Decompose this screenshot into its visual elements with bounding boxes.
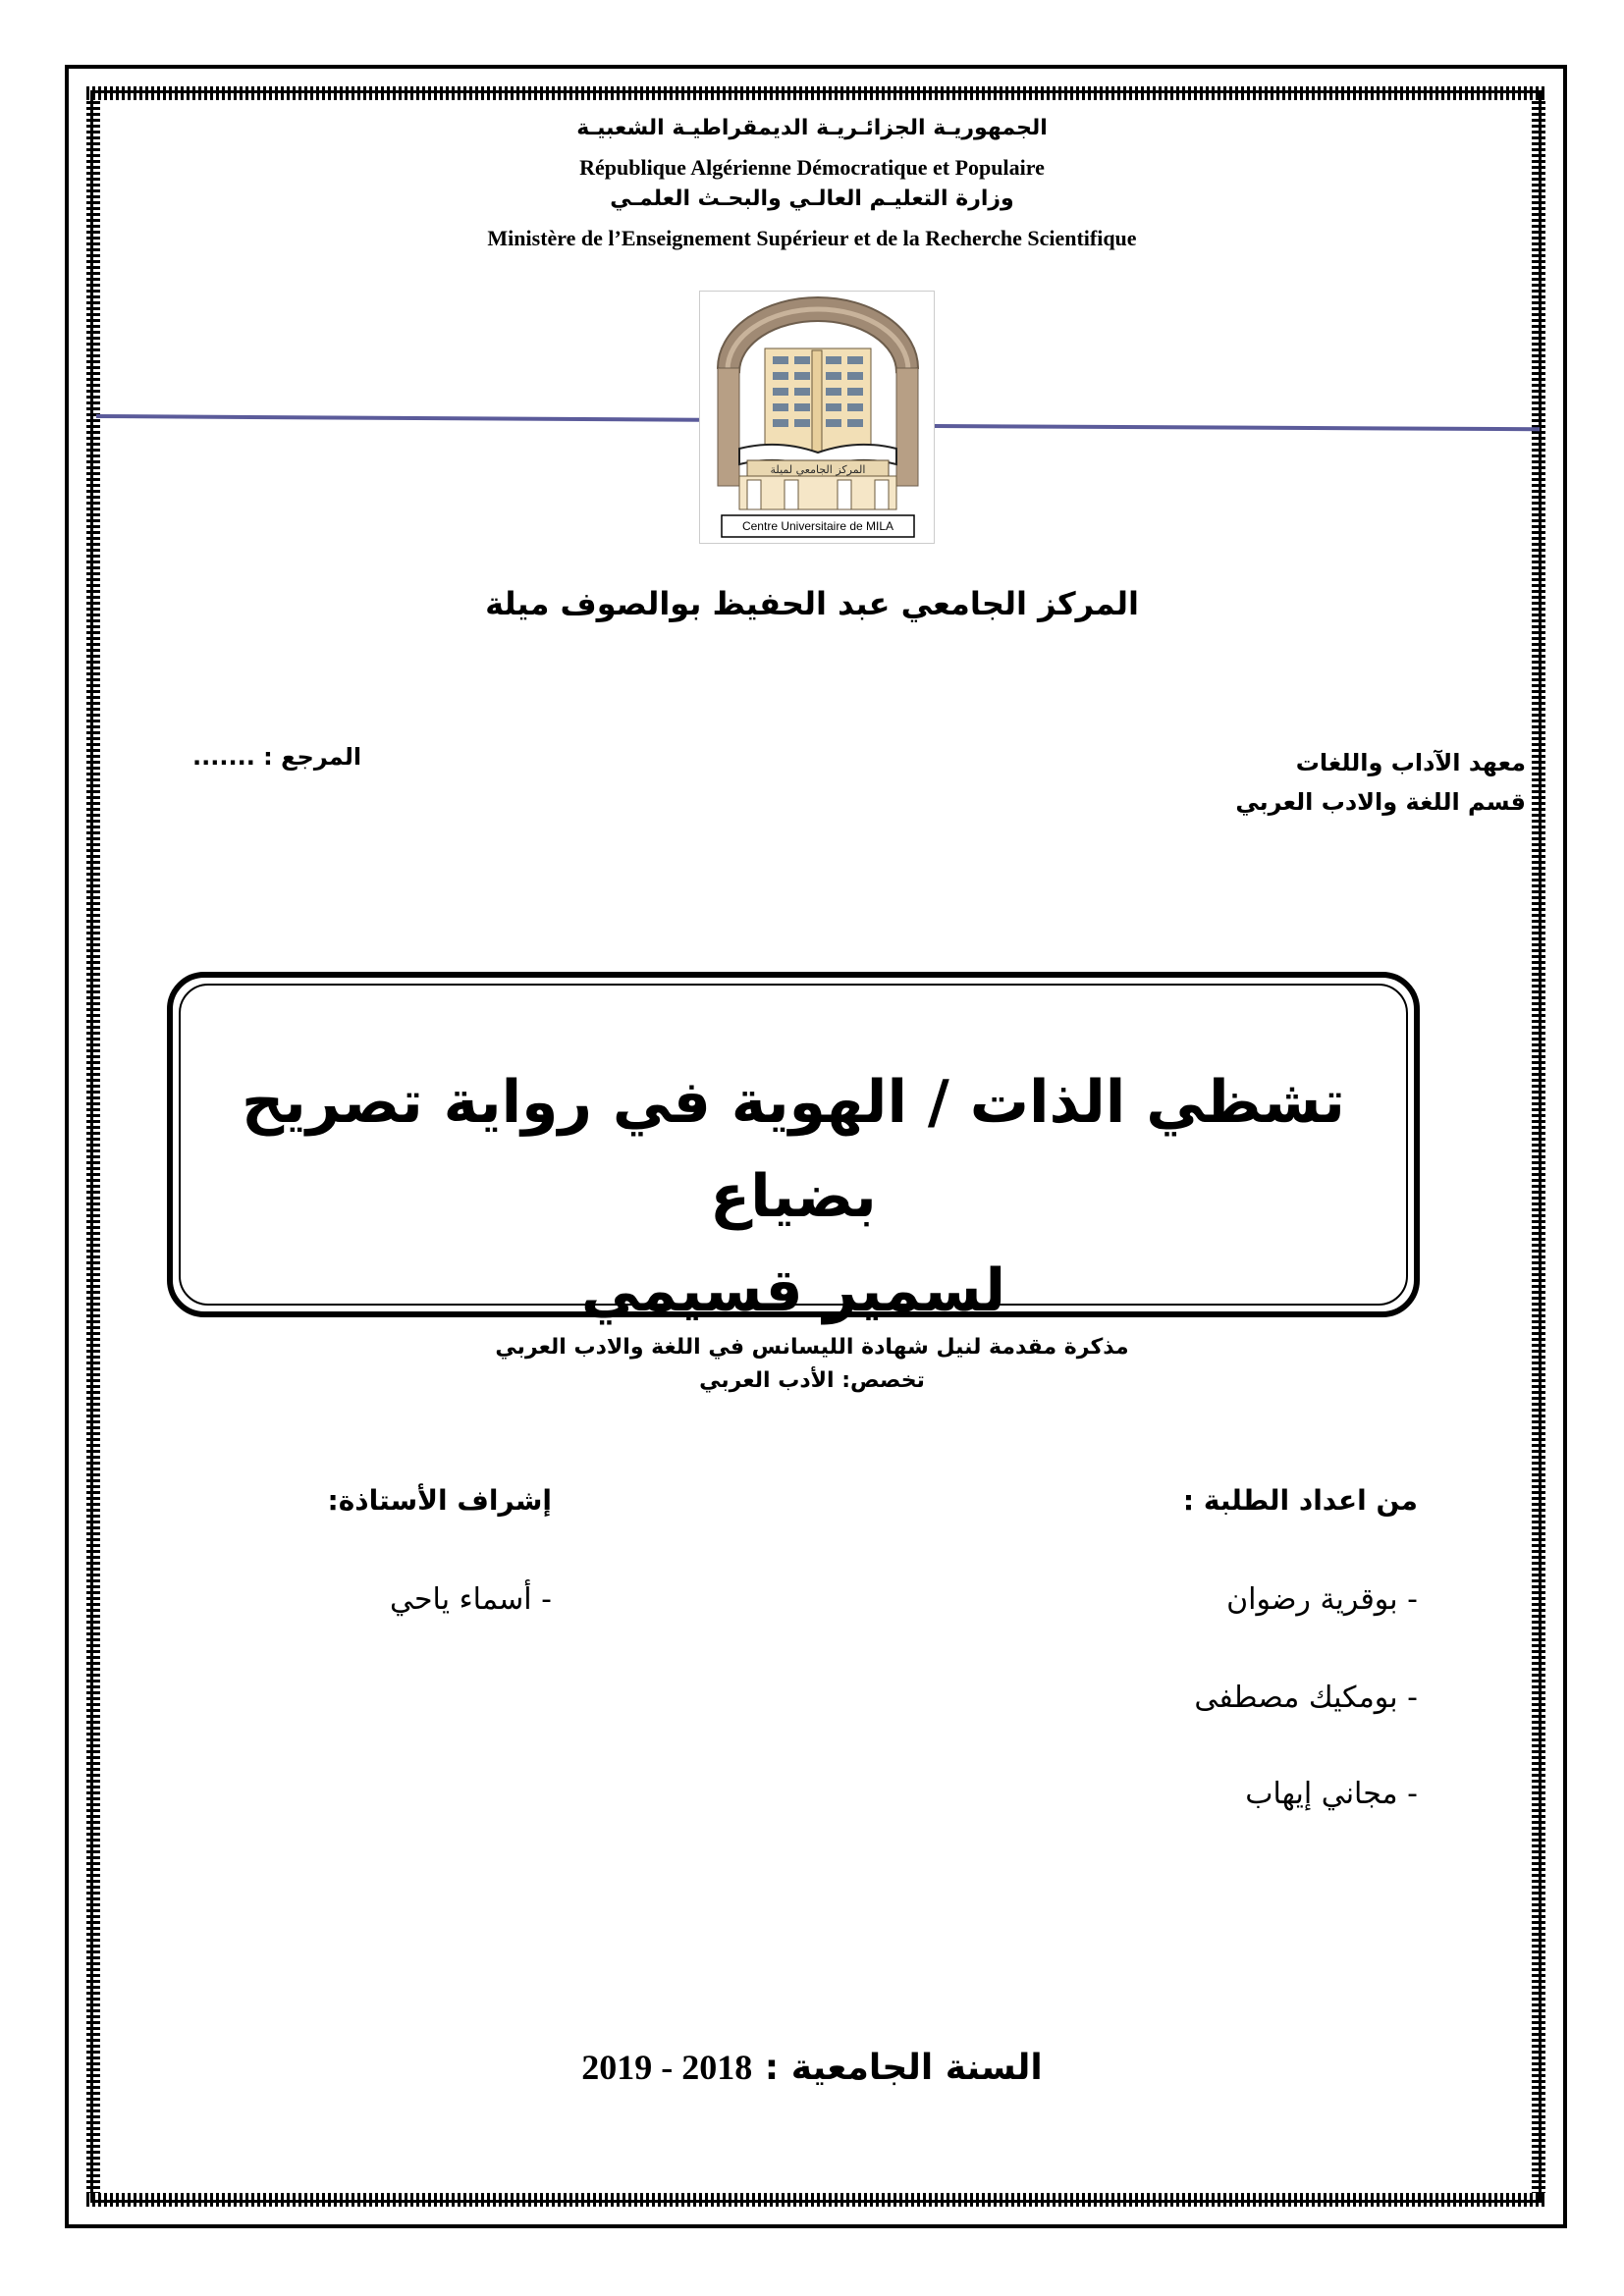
department-name: قسم اللغة والادب العربي [1235, 788, 1526, 816]
academic-year-label: السنة الجامعية : [764, 2048, 1043, 2088]
academic-year [98, 2047, 1526, 2088]
reference-field: المرجع : ....... [192, 743, 362, 771]
logo-caption: Centre Universitaire de MILA [741, 519, 894, 533]
student-name: - بوقرية رضوان [1226, 1582, 1418, 1617]
supervisor-name: - أسماء ياحي [390, 1582, 552, 1617]
institute-name: معهد الآداب واللغات [1295, 749, 1526, 776]
republic-french: République Algérienne Démocratique et Populaire [579, 155, 1045, 180]
thesis-title-line2: لسمير قسيمي [580, 1256, 1006, 1325]
thesis-title [216, 1055, 1371, 1338]
memo-line2: تخصص: الأدب العربي [699, 1368, 925, 1393]
institute-block [1035, 743, 1526, 822]
ministry-arabic: وزارة التعليـم العالـي والبحـث العلمـي [610, 187, 1014, 211]
academic-year-value: 2019 - 2018 [581, 2048, 753, 2087]
university-name: المركز الجامعي عبد الحفيظ بوالصوف ميلة [485, 585, 1139, 622]
university-logo-graphic [700, 292, 936, 545]
memo-line1: مذكرة مقدمة لنيل شهادة الليسانس في اللغة والادب العربي [495, 1335, 1129, 1360]
republic-arabic: الجمهوريـة الجزائـريـة الديمقراطيـة الشعبيـة [576, 116, 1048, 140]
student-name: - بومكيك مصطفى [1194, 1681, 1418, 1715]
supervisor-label: إشراف الأستاذة: [327, 1484, 552, 1517]
logo-inner-text: المركز الجامعي لميلة [770, 463, 866, 476]
ministry-french: Ministère de l’Enseignement Supérieur et de la Recherche Scientifique [487, 226, 1137, 250]
student-name: - مجاني إيهاب [1245, 1777, 1418, 1811]
university-logo [699, 291, 935, 544]
thesis-title-line1: تشظي الذات / الهوية في رواية تصريح بضياع [242, 1068, 1345, 1231]
memo-description [98, 1331, 1526, 1398]
students-label: من اعداد الطلبة : [1182, 1484, 1418, 1517]
